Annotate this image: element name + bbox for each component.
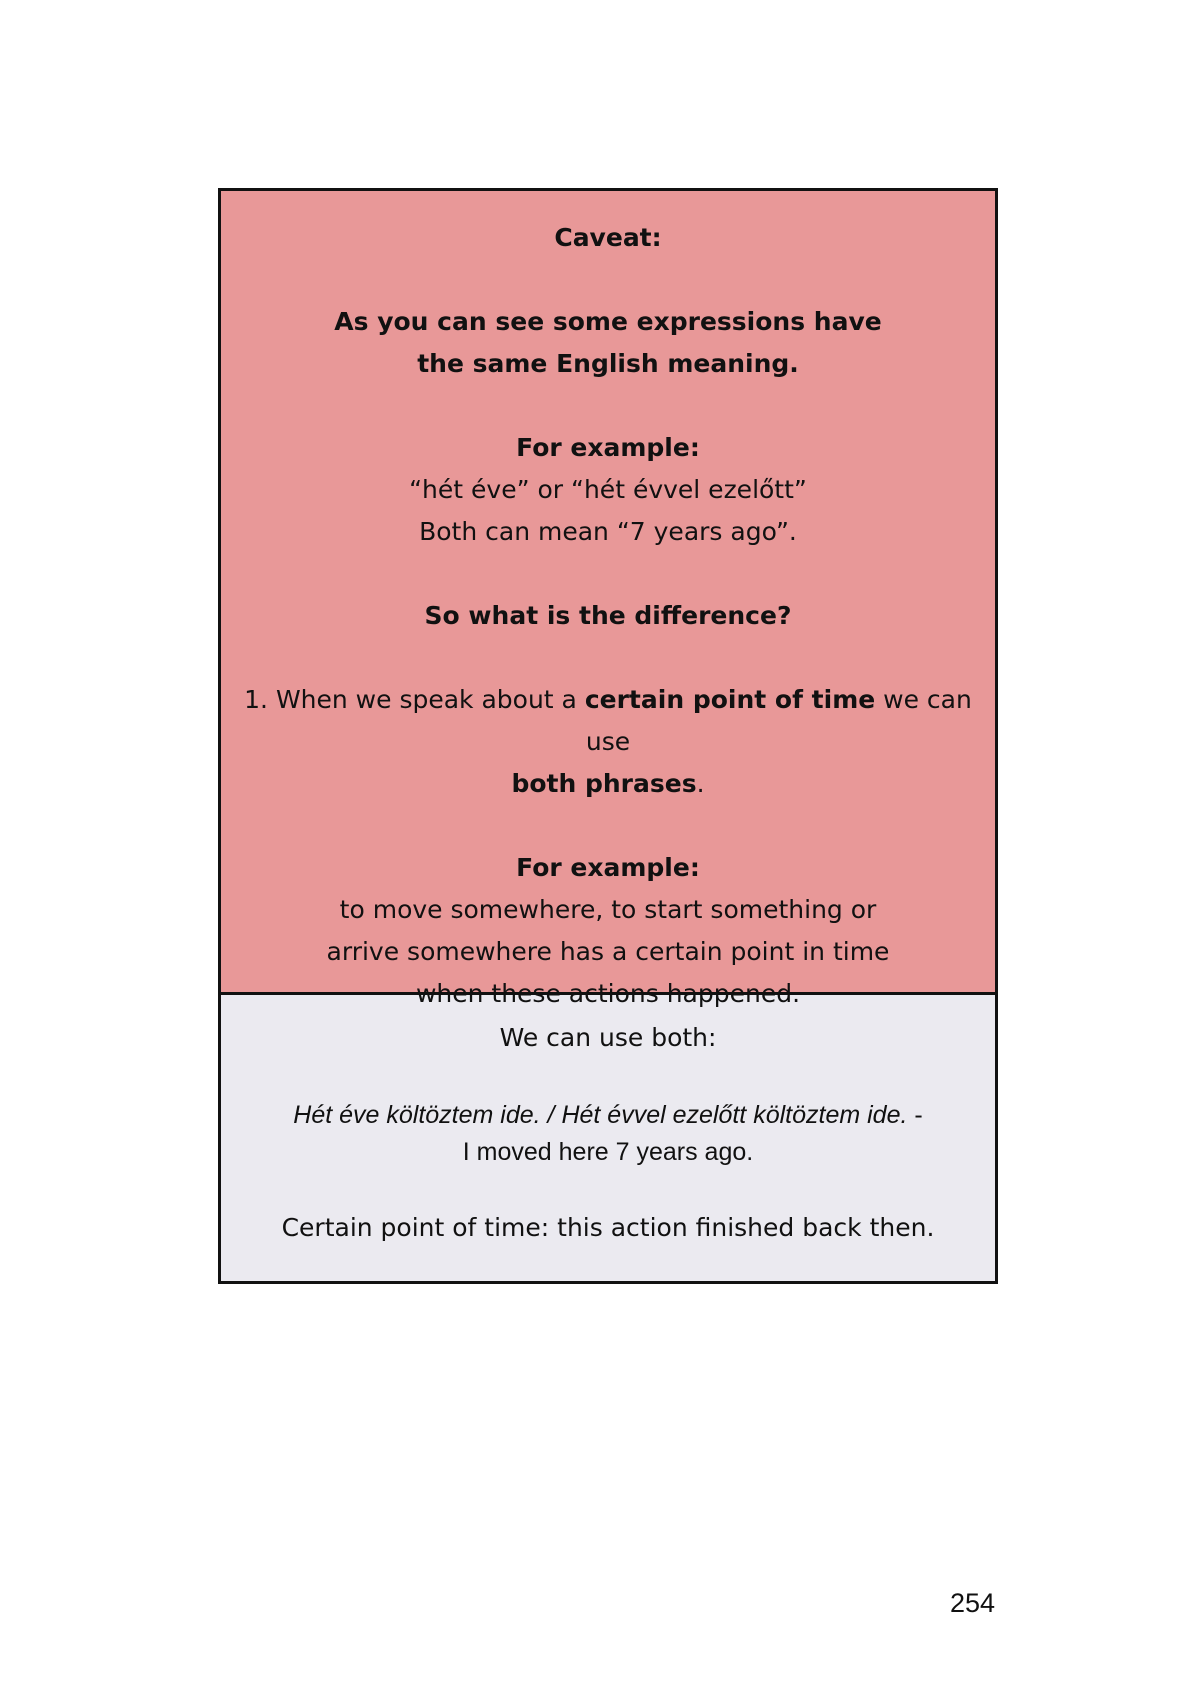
example-1-line-1: “hét éve” or “hét évvel ezelőtt” — [409, 475, 807, 504]
page-number: 254 — [949, 1588, 995, 1618]
usage-example-english: I moved here 7 years ago. — [462, 1138, 754, 1166]
example-2-line-1: to move somewhere, to start something or — [339, 895, 877, 924]
usage-example — [221, 1097, 995, 1171]
point-1-line-2: both phrases. — [511, 769, 705, 798]
example-heading-2: For example: — [516, 853, 700, 882]
example-heading-1: For example: — [516, 433, 700, 462]
difference-question: So what is the difference? — [424, 601, 792, 630]
usage-example-dash: - — [907, 1101, 923, 1129]
example-1-line-2: Both can mean “7 years ago”. — [419, 517, 797, 546]
usage-intro: We can use both: — [499, 1023, 717, 1052]
caveat-intro-line-2: the same English meaning. — [417, 349, 799, 378]
caveat-frame — [218, 188, 998, 1284]
example-2-line-3: when these actions happened. — [415, 979, 801, 1008]
usage-panel — [221, 995, 995, 1281]
caveat-panel — [221, 191, 995, 1008]
usage-note: Certain point of time: this action finished back then. — [281, 1213, 935, 1242]
caveat-title: Caveat: — [554, 223, 662, 252]
point-1-line-1: 1. When we speak about a certain point of time we can use — [244, 685, 972, 756]
usage-example-hungarian: Hét éve költöztem ide. / Hét évvel ezelőtt költöztem ide. — [293, 1101, 908, 1129]
example-2-line-2: arrive somewhere has a certain point in time — [326, 937, 890, 966]
caveat-intro-line-1: As you can see some expressions have — [334, 307, 882, 336]
